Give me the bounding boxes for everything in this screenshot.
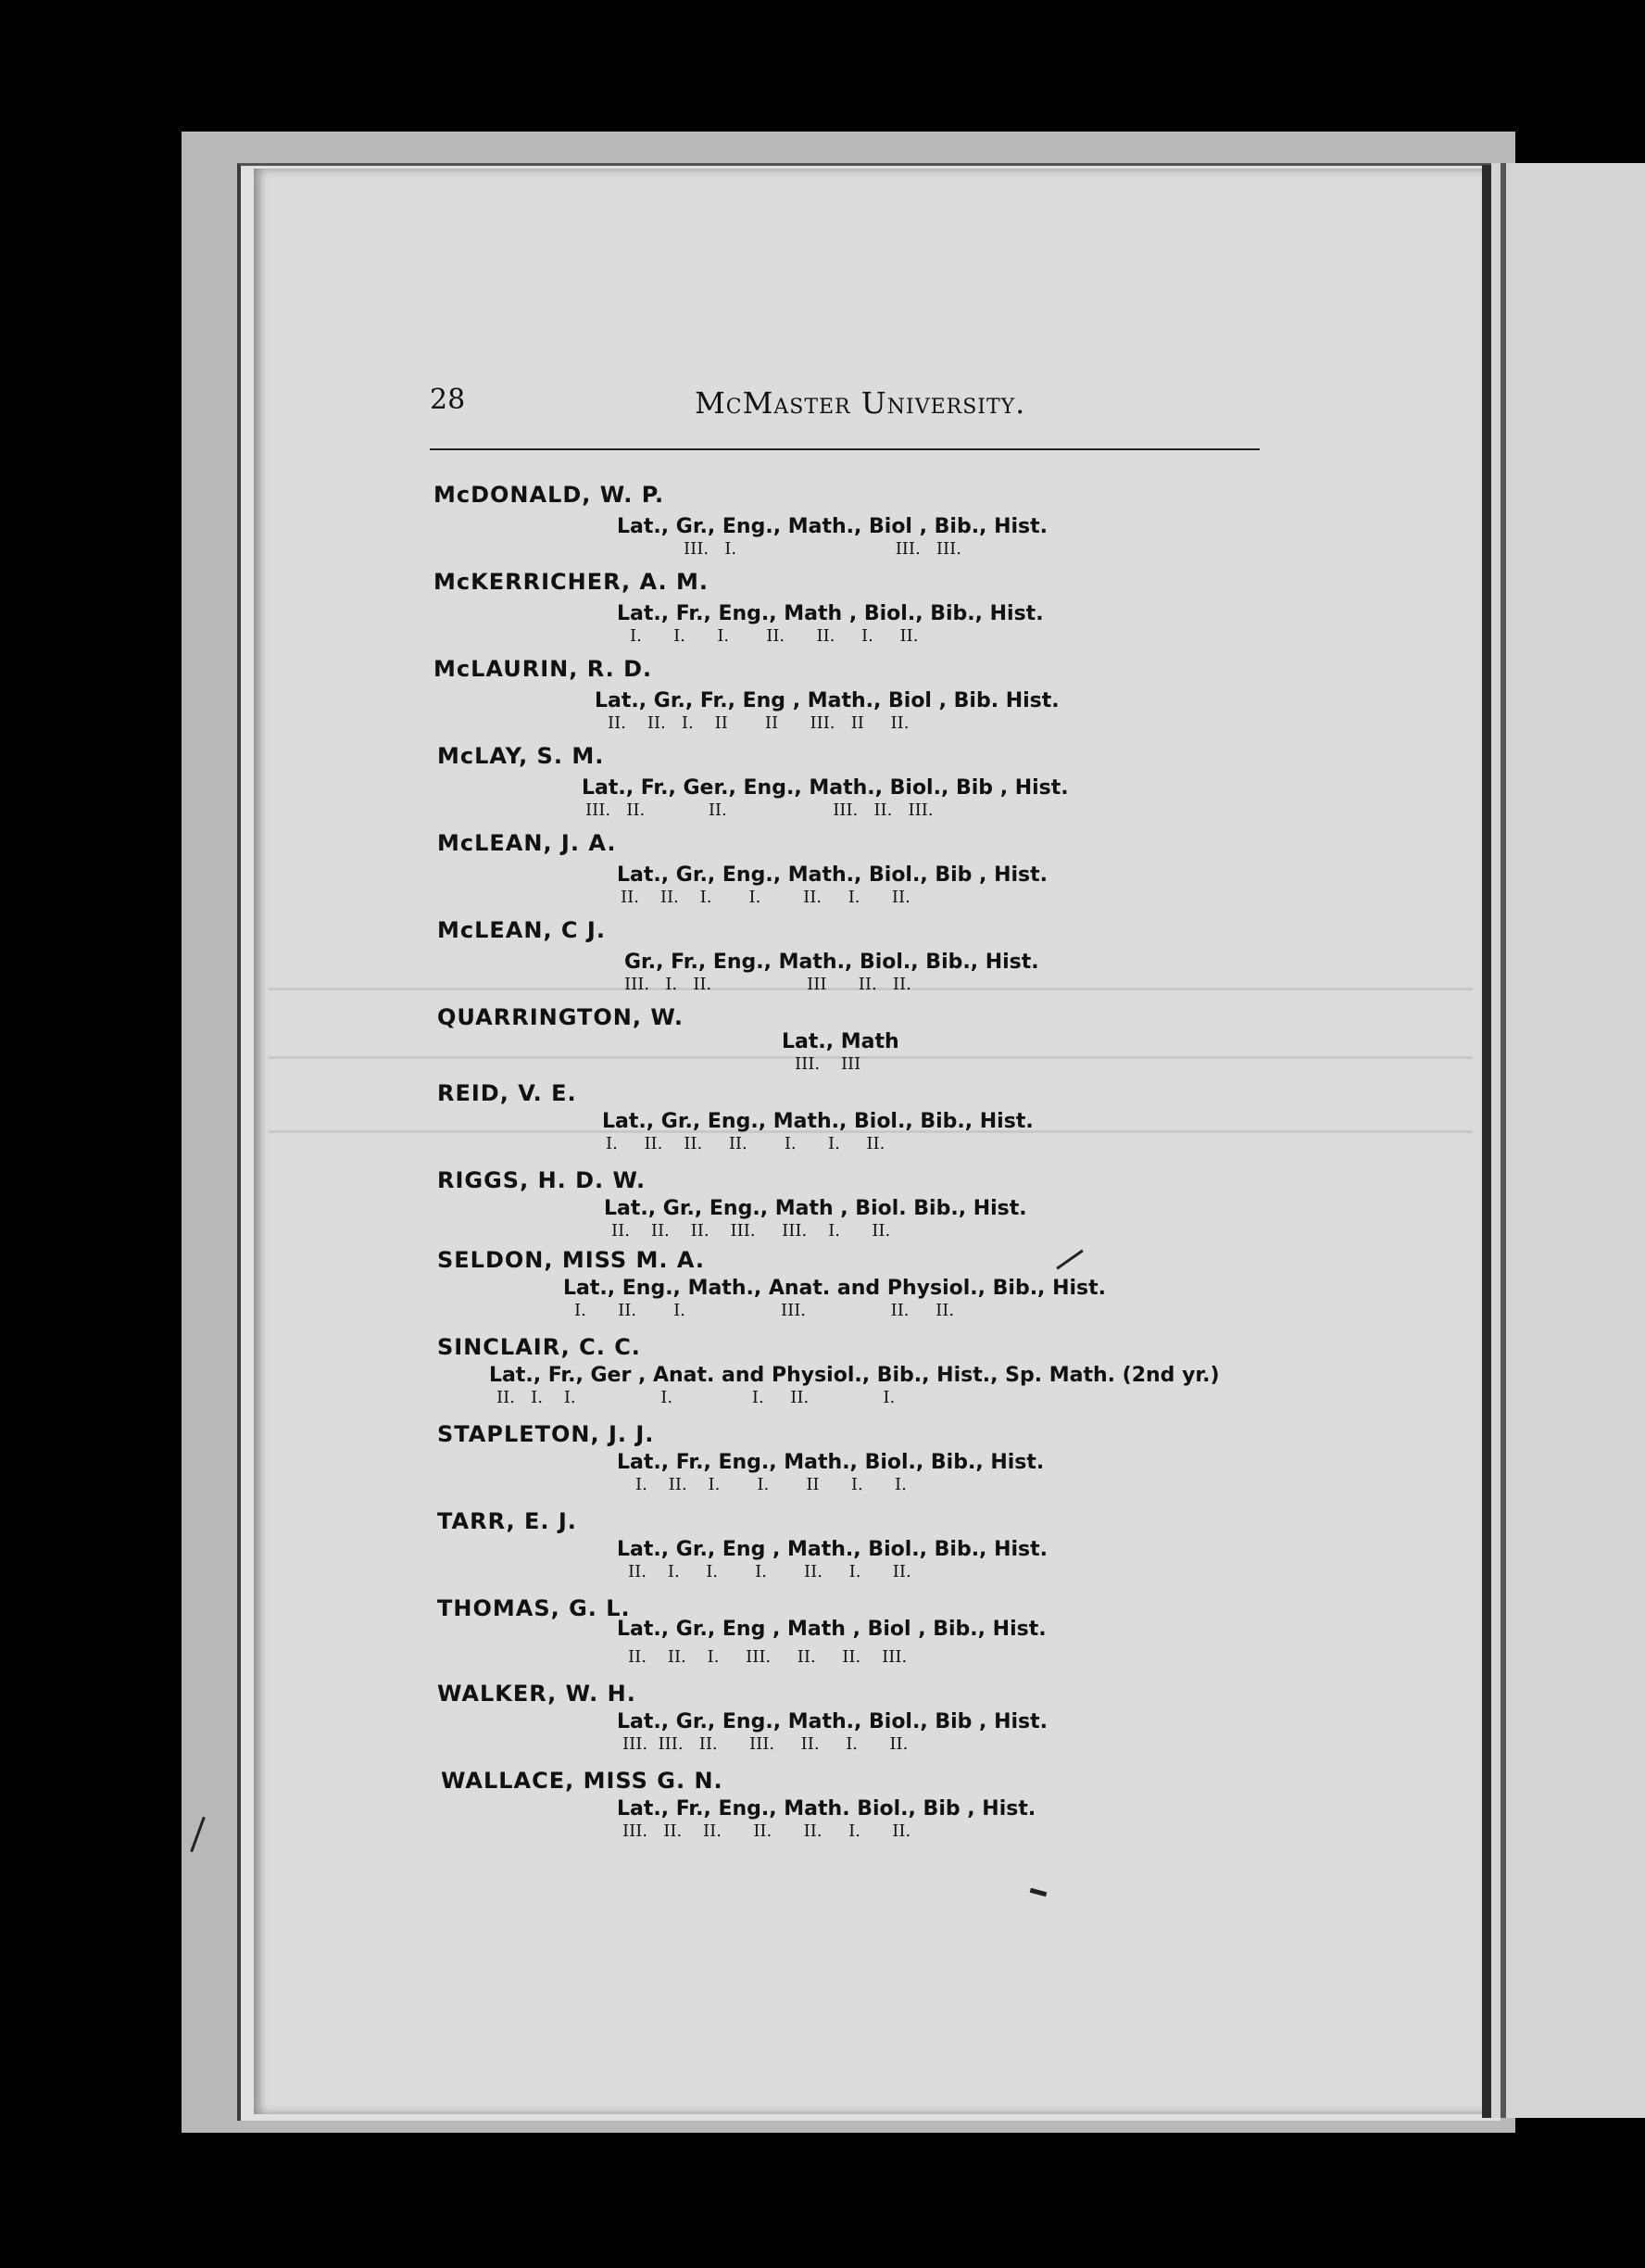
grade-list: II. II. I. III. II. II. III. [628, 1647, 908, 1667]
grade-list: II. I. I. I. I. II. I. [496, 1388, 896, 1407]
student-name: STAPLETON, J. J. [437, 1421, 655, 1447]
subject-list: Lat., Fr., Eng., Math. Biol., Bib , Hist. [617, 1797, 1036, 1821]
subject-list: Lat., Fr., Eng., Math., Biol., Bib., Hist. [617, 1451, 1045, 1474]
student-name: RIGGS, H. D. W. [437, 1167, 647, 1193]
student-name: QUARRINGTON, W. [437, 1004, 684, 1030]
subject-list: Lat., Fr., Ger , Anat. and Physiol., Bib., Hist., Sp. Math. (2nd yr.) [489, 1364, 1220, 1387]
grade-list: III. III [795, 1054, 861, 1074]
grade-list: III. II. II. III. II. III. [585, 800, 934, 820]
subject-list: Lat., Math [782, 1030, 899, 1053]
student-name: McLEAN, C J. [437, 917, 606, 943]
subject-list: Lat., Eng., Math., Anat. and Physiol., Bib., Hist. [563, 1277, 1106, 1300]
subject-list: Lat., Gr., Eng., Math., Biol., Bib., Hist. [602, 1110, 1034, 1133]
grade-list: II. I. I. I. II. I. II. [628, 1562, 911, 1581]
page-fold [1482, 165, 1491, 2118]
student-name: SINCLAIR, C. C. [437, 1334, 641, 1360]
grade-list: III. I. II. III II. II. [624, 975, 911, 994]
student-name: McDONALD, W. P. [433, 482, 665, 508]
subject-list: Lat., Gr., Eng , Math., Biol., Bib., Hist. [617, 1538, 1048, 1561]
subject-list: Lat., Gr., Eng., Math., Biol , Bib., Hist. [617, 515, 1048, 538]
grade-list: I. II. I. I. II I. I. [635, 1475, 907, 1494]
grade-list: III. II. II. II. II. I. II. [622, 1821, 911, 1841]
subject-list: Lat., Gr., Fr., Eng , Math., Biol , Bib. Hist. [595, 689, 1060, 712]
student-name: THOMAS, G. L. [437, 1595, 631, 1621]
page-header [426, 380, 1260, 421]
subject-list: Lat., Gr., Eng., Math., Biol., Bib , Hist. [617, 1710, 1048, 1733]
grade-list: I. I. I. II. II. I. II. [630, 626, 919, 646]
grade-list: II. II. I. II II III. II II. [608, 713, 910, 733]
student-name: McLEAN, J. A. [437, 830, 617, 856]
student-name: REID, V. E. [437, 1080, 577, 1106]
grade-list: III. III. II. III. II. I. II. [622, 1734, 909, 1754]
running-head: McMaster University. [695, 385, 1026, 421]
grade-list: I. II. II. II. I. I. II. [606, 1134, 885, 1153]
subject-list: Lat., Fr., Ger., Eng., Math., Biol., Bib , Hist. [582, 776, 1069, 800]
student-name: WALLACE, MISS G. N. [441, 1768, 723, 1794]
student-name: McLAY, S. M. [437, 743, 605, 769]
subject-list: Gr., Fr., Eng., Math., Biol., Bib., Hist. [624, 951, 1039, 974]
grade-list: III. I. III. III. [684, 539, 961, 559]
subject-list: Lat., Fr., Eng., Math , Biol., Bib., Hist. [617, 602, 1044, 625]
subject-list: Lat., Gr., Eng., Math , Biol. Bib., Hist. [604, 1197, 1027, 1220]
subject-list: Lat., Gr., Eng., Math., Biol., Bib , Hist. [617, 863, 1048, 887]
page-number: 28 [430, 384, 466, 416]
subject-list: Lat., Gr., Eng , Math , Biol , Bib., Hist. [617, 1618, 1047, 1641]
grade-list: I. II. I. III. II. II. [574, 1301, 955, 1320]
grade-list: II. II. I. I. II. I. II. [621, 888, 910, 907]
student-name: SELDON, MISS M. A. [437, 1247, 706, 1273]
facing-page [1491, 163, 1645, 2118]
student-name: TARR, E. J. [437, 1508, 577, 1534]
header-rule [430, 448, 1260, 450]
student-name: McLAURIN, R. D. [433, 656, 653, 682]
facing-page-edge [1501, 163, 1506, 2118]
student-name: McKERRICHER, A. M. [433, 569, 709, 595]
grade-list: II. II. II. III. III. I. II. [611, 1221, 891, 1241]
page-crease [269, 1056, 1473, 1059]
student-name: WALKER, W. H. [437, 1681, 636, 1707]
